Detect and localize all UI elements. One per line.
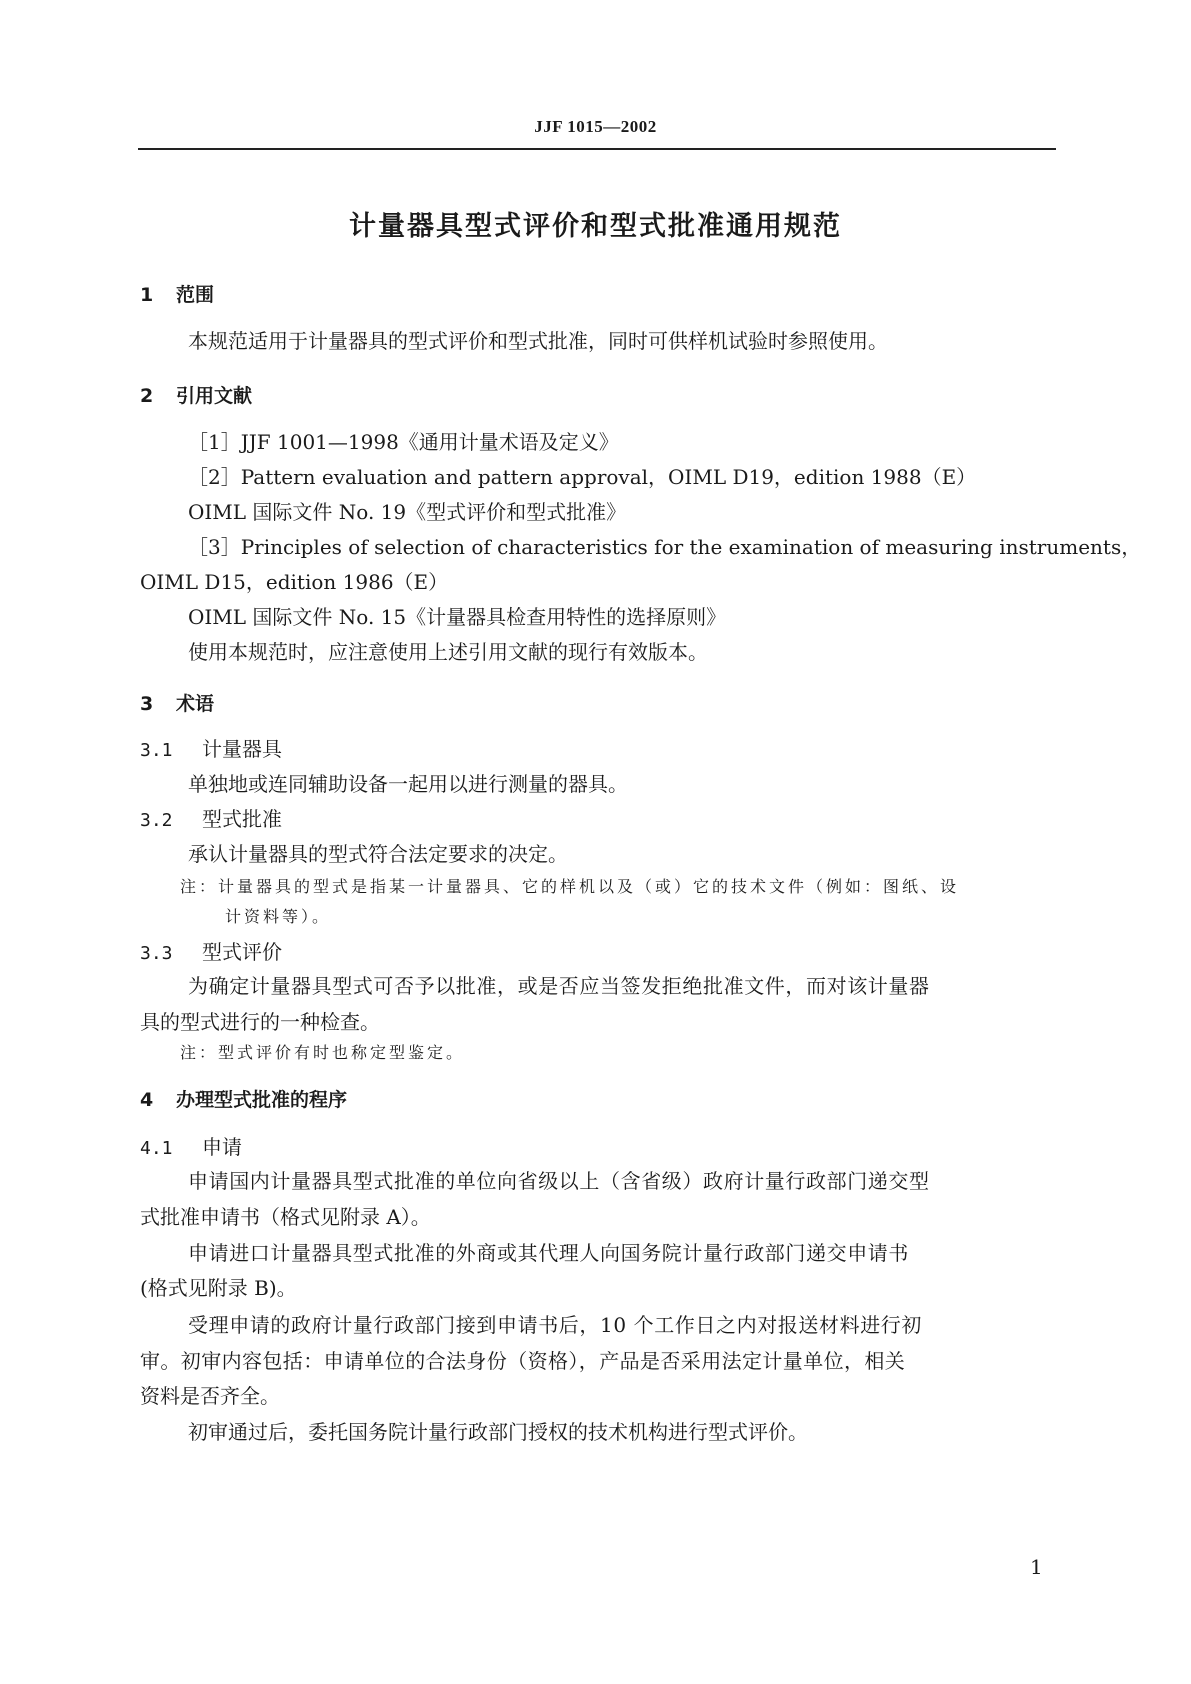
term-3-3-definition: 为确定计量器具型式可否予以批准，或是否应当签发拒绝批准文件，而对该计量器 [188, 974, 930, 998]
paragraph-3: 受理申请的政府计量行政部门接到申请书后，10 个工作日之内对报送材料进行初 [188, 1313, 923, 1337]
subsection-4-1 [140, 1129, 242, 1167]
paragraph-4: 初审通过后，委托国务院计量行政部门授权的技术机构进行型式评价。 [188, 1420, 808, 1444]
term-3-3-definition-cont: 具的型式进行的一种检查。 [140, 1010, 380, 1034]
section-4-heading [140, 1085, 347, 1112]
term-3-2-note: 注：计量器具的型式是指某一计量器具、它的样机以及（或）它的技术文件（例如：图纸、设 [180, 877, 960, 896]
term-number: 3.3 [140, 943, 173, 964]
paragraph-3-cont: 审。初审内容包括：申请单位的合法身份（资格），产品是否采用法定计量单位，相关 [140, 1349, 906, 1373]
reference-note: 使用本规范时，应注意使用上述引用文献的现行有效版本。 [188, 640, 708, 664]
paragraph-1: 申请国内计量器具型式批准的单位向省级以上（含省级）政府计量行政部门递交型 [188, 1169, 930, 1193]
section-3-heading [140, 689, 214, 716]
reference-3: ［3］Principles of selection of characteristics for the examination of measuring instruments， [188, 535, 1142, 559]
subsection-title: 申请 [202, 1135, 242, 1159]
paragraph-1-cont: 式批准申请书（格式见附录 A）。 [140, 1205, 431, 1229]
term-name: 型式评价 [202, 940, 282, 964]
section-title: 办理型式批准的程序 [176, 1089, 348, 1111]
term-number: 3.2 [140, 810, 173, 831]
term-3-3 [140, 934, 282, 972]
document-title: 计量器具型式评价和型式批准通用规范 [349, 211, 842, 242]
term-3-1-definition: 单独地或连同辅助设备一起用以进行测量的器具。 [188, 772, 628, 796]
paragraph-3-cont-2: 资料是否齐全。 [140, 1384, 280, 1408]
section-number: 1 [140, 284, 154, 306]
page-number: 1 [1030, 1555, 1043, 1579]
term-name: 型式批准 [202, 807, 282, 831]
running-header: JJF 1015—2002 [534, 117, 657, 136]
reference-3-cont: OIML D15，edition 1986（E） [140, 570, 449, 594]
section-1-heading [140, 280, 214, 307]
section-title: 范围 [176, 284, 215, 306]
section-number: 3 [140, 693, 154, 715]
section-2-heading [140, 381, 252, 408]
reference-2: ［2］Pattern evaluation and pattern approval，OIML D19，edition 1988（E） [188, 465, 977, 489]
reference-3-translation: OIML 国际文件 No. 15《计量器具检查用特性的选择原则》 [188, 605, 727, 629]
term-3-1 [140, 731, 282, 769]
term-3-2-note-cont: 计资料等）。 [225, 907, 332, 926]
reference-2-translation: OIML 国际文件 No. 19《型式评价和型式批准》 [188, 500, 627, 524]
term-3-2-definition: 承认计量器具的型式符合法定要求的决定。 [188, 842, 568, 866]
section-number: 2 [140, 385, 154, 407]
term-number: 3.1 [140, 740, 173, 761]
reference-1: ［1］JJF 1001—1998《通用计量术语及定义》 [188, 430, 619, 454]
term-3-2 [140, 801, 282, 839]
section-number: 4 [140, 1089, 154, 1111]
term-name: 计量器具 [202, 737, 282, 761]
section-title: 术语 [176, 693, 215, 715]
section-title: 引用文献 [176, 385, 253, 407]
subsection-number: 4.1 [140, 1138, 173, 1159]
section-1-text: 本规范适用于计量器具的型式评价和型式批准，同时可供样机试验时参照使用。 [188, 329, 888, 353]
term-3-3-note: 注：型式评价有时也称定型鉴定。 [180, 1043, 466, 1062]
paragraph-2: 申请进口计量器具型式批准的外商或其代理人向国务院计量行政部门递交申请书 [188, 1241, 909, 1265]
paragraph-2-cont: (格式见附录 B)。 [140, 1276, 297, 1300]
header-rule [138, 148, 1056, 150]
